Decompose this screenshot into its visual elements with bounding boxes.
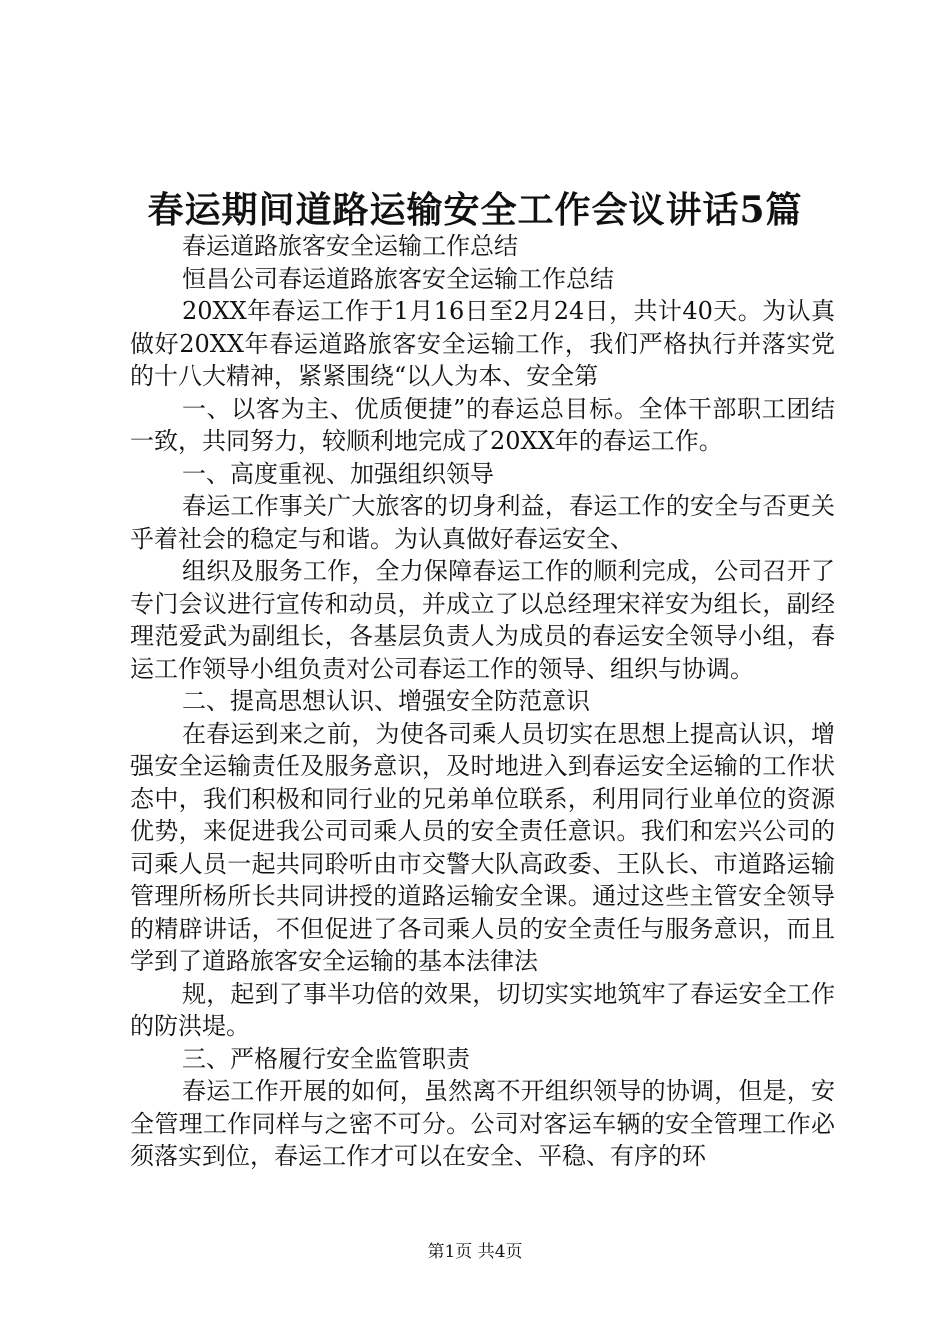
section-heading: 三、严格履行安全监管职责 [182, 1044, 470, 1073]
paragraph: 20XX年春运工作于1月16日至2月24日，共计40天。为认真做好20XX年春运道路旅客安全运输工作，我们严格执行并落实党的十八大精神，紧紧围绕“以人为本、安全第 [130, 297, 835, 390]
paragraph: 春运工作开展的如何，虽然离不开组织领导的协调，但是，安全管理工作同样与之密不可分。公司对客运车辆的安全管理工作必须落实到位，春运工作才可以在安全、平稳、有序的环 [130, 1077, 835, 1170]
section-heading: 一、高度重视、加强组织领导 [182, 459, 494, 488]
paragraph: 在春运到来之前，为使各司乘人员切实在思想上提高认识，增强安全运输责任及服务意识，及时地进入到春运安全运输的工作状态中，我们积极和同行业的兄弟单位联系，利用同行业单位的资源优势，来促进我公司司乘人员的安全责任意识。我们和宏兴公司的司乘人员一起共同聆听由市交警大队高政委、王队长、市道路运输管理所杨所长共同讲授的道路运输安全课。通过这些主管安全领导的精辟讲话，不但促进了各司乘人员的安全责任与服务意识，而且学到了道路旅客安全运输的基本法律法 [130, 719, 835, 975]
paragraph: 春运工作事关广大旅客的切身利益，春运工作的安全与否更关乎着社会的稳定与和谐。为认真做好春运安全、 [130, 492, 835, 553]
paragraph: 春运道路旅客安全运输工作总结 [182, 232, 518, 260]
paragraph: 组织及服务工作，全力保障春运工作的顺利完成，公司召开了专门会议进行宣传和动员，并成立了以总经理宋祥安为组长，副经理范爱武为副组长，各基层负责人为成员的春运安全领导小组，春运工作领导小组负责对公司春运工作的领导、组织与协调。 [130, 557, 835, 683]
document-title: 春运期间道路运输安全工作会议讲话5篇 [147, 189, 803, 231]
paragraph: 恒昌公司春运道路旅客安全运输工作总结 [182, 264, 614, 293]
paragraph: 规，起到了事半功倍的效果，切切实实地筑牢了春运安全工作的防洪堤。 [130, 979, 835, 1040]
document-body [130, 230, 835, 1173]
paragraph: 一、以客为主、优质便捷”的春运总目标。全体干部职工团结一致，共同努力，较顺利地完成了20XX年的春运工作。 [130, 394, 835, 455]
section-heading: 二、提高思想认识、增强安全防范意识 [182, 687, 590, 715]
page-footer: 第1页 共4页 [427, 1242, 523, 1262]
